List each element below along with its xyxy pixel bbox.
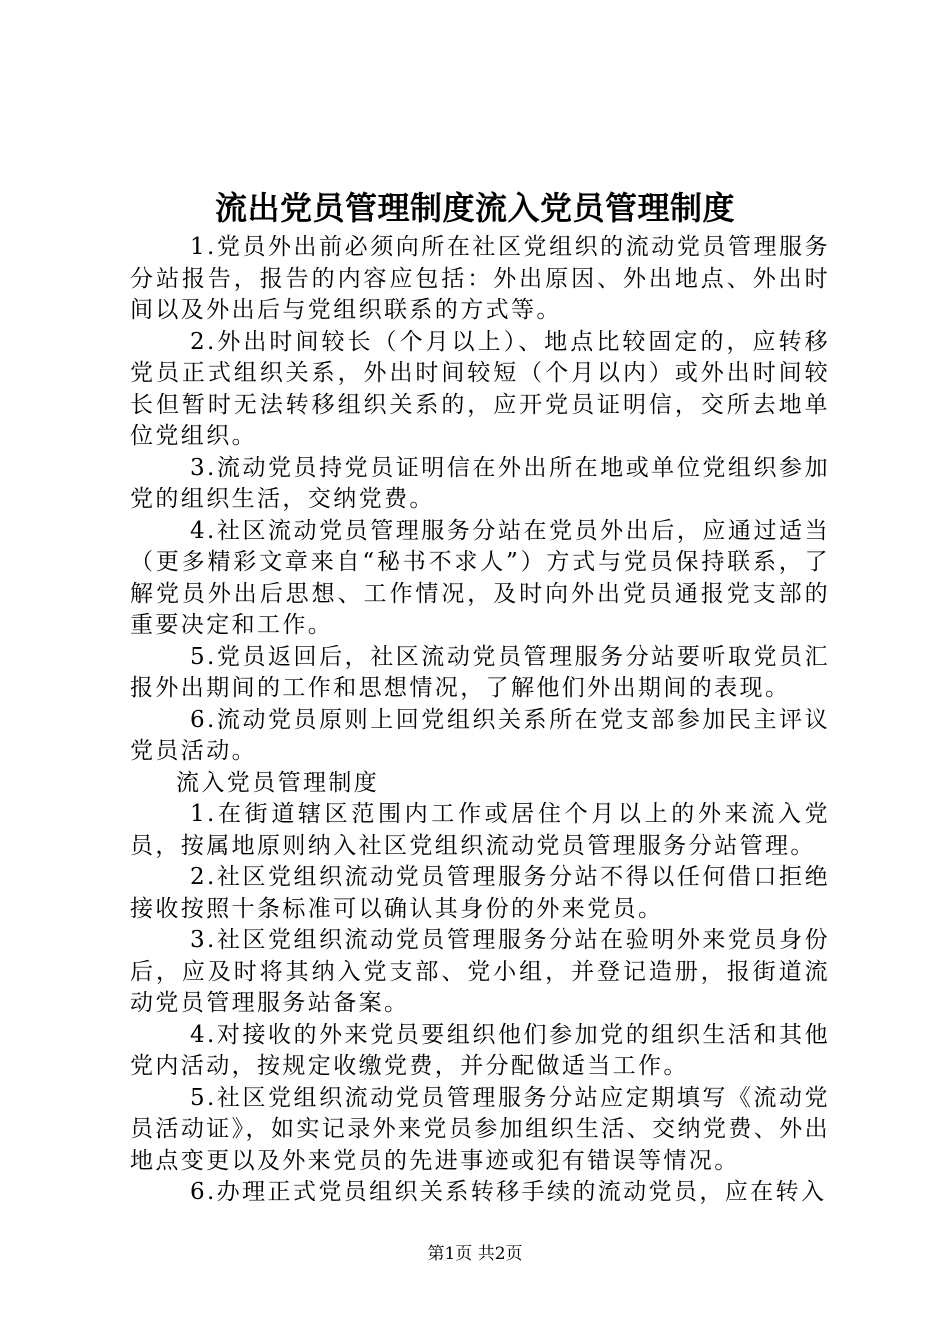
document-body (130, 232, 830, 1209)
inflow-paragraph-1: 1.在街道辖区范围内工作或居住个月以上的外来流入党员，按属地原则纳入社区党组织流动党员管理服务分站管理。 (130, 801, 830, 859)
outflow-paragraph-2: 2.外出时间较长（个月以上）、地点比较固定的，应转移党员正式组织关系，外出时间较短（个月以内）或外出时间较长但暂时无法转移组织关系的，应开党员证明信，交所去地单位党组织。 (130, 328, 830, 449)
inflow-paragraph-4: 4.对接收的外来党员要组织他们参加党的组织生活和其他党内活动，按规定收缴党费，并分配做适当工作。 (130, 1021, 830, 1079)
outflow-paragraph-3: 3.流动党员持党员证明信在外出所在地或单位党组织参加党的组织生活，交纳党费。 (130, 454, 830, 512)
inflow-paragraph-3: 3.社区党组织流动党员管理服务分站在验明外来党员身份后，应及时将其纳入党支部、党小组，并登记造册，报街道流动党员管理服务站备案。 (130, 927, 830, 1016)
page-number-footer: 第1页 共2页 (427, 1244, 523, 1264)
inflow-paragraph-5: 5.社区党组织流动党员管理服务分站应定期填写《流动党员活动证》，如实记录外来党员参加组织生活、交纳党费、外出地点变更以及外来党员的先进事迹或犯有错误等情况。 (130, 1084, 830, 1174)
outflow-paragraph-1: 1.党员外出前必须向所在社区党组织的流动党员管理服务分站报告，报告的内容应包括：外出原因、外出地点、外出时间以及外出后与党组织联系的方式等。 (130, 234, 830, 323)
outflow-paragraph-6: 6.流动党员原则上回党组织关系所在党支部参加民主评议党员活动。 (130, 706, 830, 764)
inflow-section-heading: 流入党员管理制度 (176, 769, 380, 796)
document-title: 流出党员管理制度流入党员管理制度 (214, 189, 735, 227)
inflow-paragraph-2: 2.社区党组织流动党员管理服务分站不得以任何借口拒绝接收按照十条标准可以确认其身份的外来党员。 (130, 864, 830, 922)
outflow-paragraph-4: 4.社区流动党员管理服务分站在党员外出后，应通过适当（更多精彩文章来自“秘书不求人”）方式与党员保持联系，了解党员外出后思想、工作情况，及时向外出党员通报党支部的重要决定和工作。 (130, 517, 830, 638)
inflow-paragraph-6: 6.办理正式党员组织关系转移手续的流动党员，应在转入 (190, 1179, 827, 1205)
outflow-paragraph-5: 5.党员返回后，社区流动党员管理服务分站要听取党员汇报外出期间的工作和思想情况，了解他们外出期间的表现。 (130, 643, 830, 701)
